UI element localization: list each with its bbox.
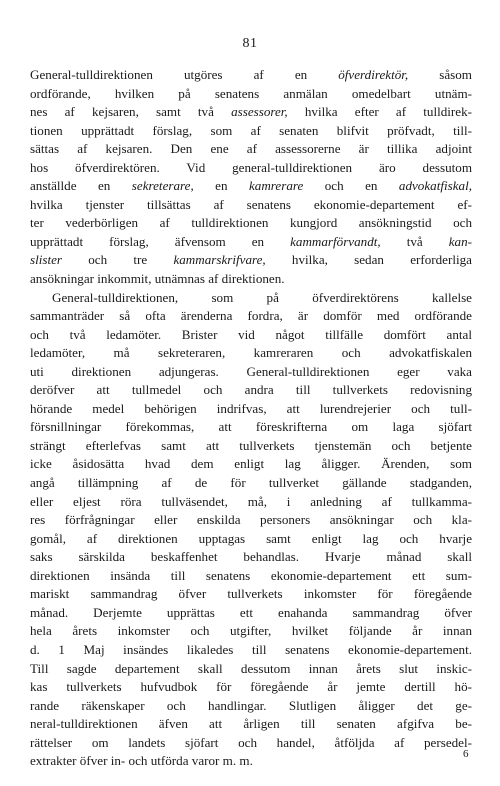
text-line [30,752,472,771]
text-segment: rande räkenskaper och handlingar. Slutligen åligger det ge- [30,697,472,713]
text-segment: upprättadt förslag, äfvensom en [30,233,291,249]
text-segment: uti direktionen adjungeras. General-tulldirektionen eger vaka [30,363,472,379]
text-segment: extrakter öfver in- och utförda varor m. m. [30,753,253,769]
text-segment: hörande medel behörigen indrifvas, att lurendrejerier och tull- [30,400,472,416]
text-line [30,530,472,549]
text-line [30,678,472,697]
text-segment: och en [303,178,399,194]
text-segment: nes af kejsaren, samt två [30,104,232,120]
text-segment: d. 1 Maj insändes likaledes till senatens ekonomie-departement. [30,641,472,657]
text-line [30,548,472,567]
text-segment: res förfrågningar eller enskilda personers ansökningar och kla- [30,512,472,528]
text-line [30,214,472,233]
text-line [30,455,472,474]
text-line [30,474,472,493]
text-line [30,289,472,308]
text-segment: kas tullverkets hufvudbok för föregående år jemte dertill hö- [30,679,472,695]
text-line [30,715,472,734]
text-segment: en [193,178,249,194]
text-segment: direktionen insända till senatens ekonomie-departement ett sum- [30,567,472,583]
text-line [30,604,472,623]
text-segment: sammanträder så ofta ärenderna fordra, är domför med ordförande [30,308,472,324]
text-segment: icke åsidosätta hvad dem enligt lag åligger. Ärenden, som [30,456,472,472]
text-segment: tionen upprättadt förslag, som af senaten blifvit pröfvadt, till- [30,122,472,138]
text-line [30,85,472,104]
text-segment: sättas af kejsaren. Den ene af assessorerne är tillika adjoint [30,141,472,157]
text-line [30,122,472,141]
italic-term: sekreterare, [131,178,194,194]
italic-term: kammarförvandt, [290,233,381,249]
text-line [30,363,472,382]
text-line [30,622,472,641]
text-line [30,159,472,178]
text-segment: gomål, af direktionen upptagas samt enligt lag och hvarje [30,530,472,546]
italic-term: slister [30,252,63,268]
text-line [30,400,472,419]
text-segment: saks särskilda beskaffenhet behandlas. Hvarje månad skall [30,549,472,565]
text-line [30,697,472,716]
text-segment: hvilka tjenster tillsättas af senatens ekonomie-departement ef- [30,196,472,212]
text-segment: ordförande, hvilken på senatens anmälan omedelbart utnäm- [30,85,472,101]
italic-term: advokatfiskal, [398,178,472,194]
text-segment: ansökningar inkommit, utnämnas af direktionen. [30,271,285,287]
text-line [30,344,472,363]
italic-term: öfverdirektör, [338,67,409,82]
body-text [30,66,472,771]
text-line [30,270,472,289]
text-line [30,140,472,159]
text-segment: strängt efterlefvas samt att tullverkets tjenstemän och betjente [30,437,472,453]
text-line [30,660,472,679]
text-segment: Till sagde departement skall dessutom innan årets slut inskic- [30,660,472,676]
page-number: 81 [242,36,258,51]
text-segment: hvilka efter af tulldirek- [287,104,472,120]
text-line [30,567,472,586]
text-line [30,734,472,753]
text-segment: anställde en [30,178,132,194]
italic-term: assessorer, [231,104,288,120]
text-segment: hvilka, sedan erforderliga [265,252,472,268]
text-segment: deröfver att tullmedel och andra till tullverkets redovisning [30,382,472,398]
text-segment: ledamöter, må sekreteraren, kamreraren och advokatfiskalen [30,345,472,361]
text-segment: ter vederbörligen af tulldirektionen kungjord ansökningstid och [30,215,472,231]
text-line [30,177,472,196]
text-segment: neral-tulldirektionen äfven att årligen till senaten afgifva be- [30,716,472,732]
text-segment: mariskt sammandrag öfver tullverkets inkomster för föregående [30,586,472,602]
text-line [30,585,472,604]
text-segment: månad. Derjemte upprättas ett enahanda sammandrag öfver [30,604,472,620]
text-segment: hos öfverdirektören. Vid general-tulldirektionen äro dessutom [30,159,472,175]
signature-mark: 6 [463,748,469,760]
text-segment: angå tillämpning af de för tullverket gällande stadganden, [30,475,472,491]
text-segment: General-tulldirektionen utgöres af en [30,67,339,82]
text-segment: och två ledamöter. Brister vid något tillfälle domfört antal [30,326,472,342]
text-segment: General-tulldirektionen, som på öfverdirektörens kallelse [52,289,472,305]
text-line [30,641,472,660]
text-line [30,307,472,326]
text-line [30,437,472,456]
text-segment: två [380,233,449,249]
text-line [30,381,472,400]
text-segment: och tre [62,252,174,268]
italic-term: kamrerare [248,178,304,194]
text-line [30,103,472,122]
text-line [30,251,472,270]
text-segment: rättelser om landets sjöfart och handel, åtföljda af persedel- [30,734,472,750]
text-line [30,196,472,215]
text-line [30,233,472,252]
text-segment: eller eljest röra tullväsendet, må, i anledning af tullkamma- [30,493,472,509]
text-segment: försnillningar förekommas, att föreskrifterna om laga sjöfart [30,419,472,435]
italic-term: kan- [448,233,472,249]
text-line [30,493,472,512]
italic-term: kammarskrifvare, [173,252,266,268]
text-line [30,418,472,437]
text-segment: hela årets inkomster och utgifter, hvilket följande år innan [30,623,472,639]
text-line [30,66,472,85]
text-line [30,326,472,345]
text-line [30,511,472,530]
text-segment: såsom [408,67,472,82]
